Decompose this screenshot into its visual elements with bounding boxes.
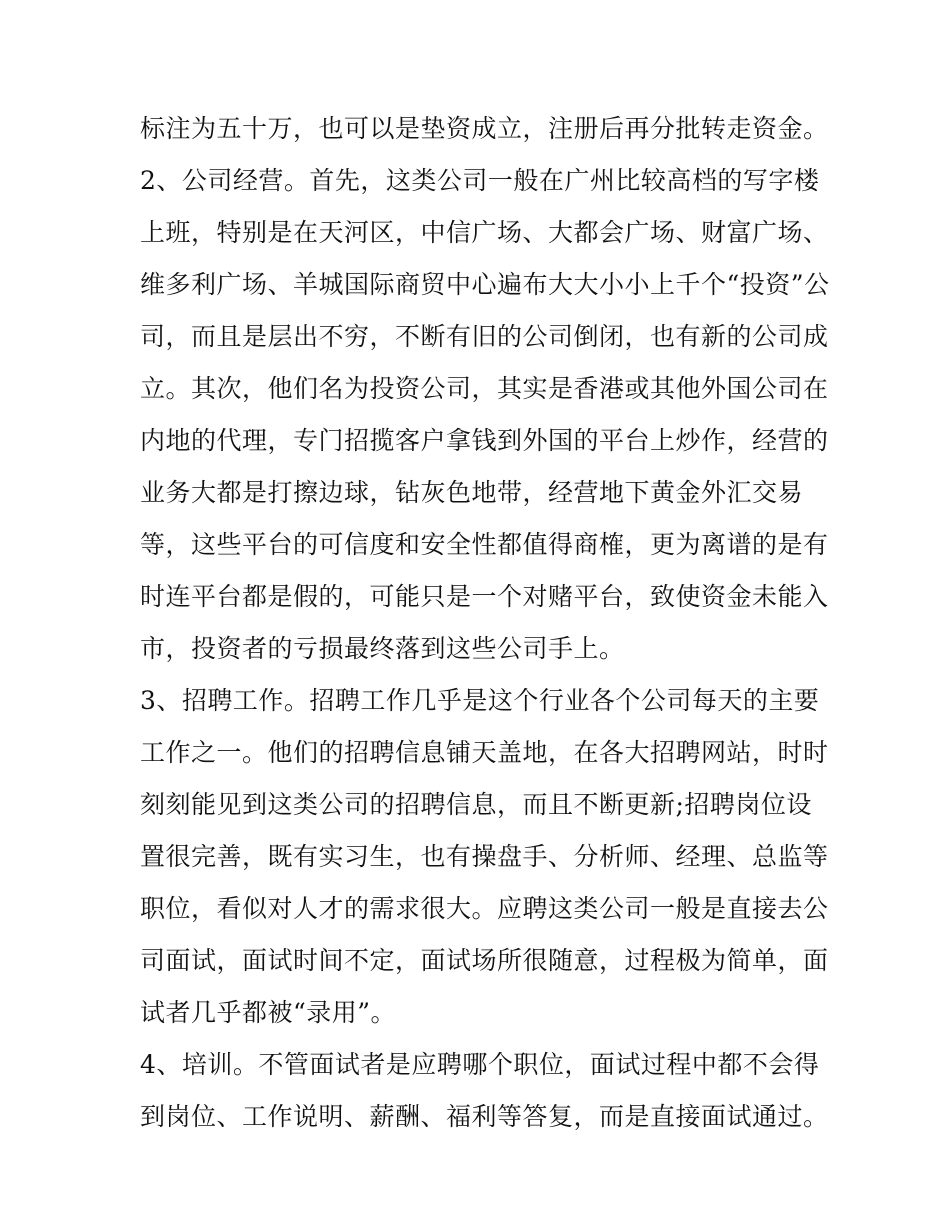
text-line: 上班，特别是在天河区，中信广场、大都会广场、财富广场、 bbox=[140, 218, 829, 247]
text-line: 司，而且是层出不穷，不断有旧的公司倒闭，也有新的公司成 bbox=[140, 322, 829, 351]
text-line: 试者几乎都被“录用”。 bbox=[140, 998, 397, 1027]
text-line: 等，这些平台的可信度和安全性都值得商榷，更为离谱的是有 bbox=[140, 530, 829, 559]
text-line: 3、招聘工作。招聘工作几乎是这个行业各个公司每天的主要 bbox=[140, 686, 820, 715]
text-line: 立。其次，他们名为投资公司，其实是香港或其他外国公司在 bbox=[140, 374, 829, 403]
text-line: 4、培训。不管面试者是应聘哪个职位，面试过程中都不会得 bbox=[140, 1050, 820, 1079]
text-line: 司面试，面试时间不定，面试场所很随意，过程极为简单，面 bbox=[140, 946, 829, 975]
text-line: 刻刻能见到这类公司的招聘信息，而且不断更新;招聘岗位设 bbox=[140, 790, 812, 819]
text-line: 职位，看似对人才的需求很大。应聘这类公司一般是直接去公 bbox=[140, 894, 829, 923]
text-line: 时连平台都是假的，可能只是一个对赌平台，致使资金未能入 bbox=[140, 582, 829, 611]
text-line: 标注为五十万，也可以是垫资成立，注册后再分批转走资金。 bbox=[140, 114, 829, 143]
text-line: 市，投资者的亏损最终落到这些公司手上。 bbox=[140, 634, 625, 663]
text-line: 内地的代理，专门招揽客户拿钱到外国的平台上炒作，经营的 bbox=[140, 426, 829, 455]
text-line: 维多利广场、羊城国际商贸中心遍布大大小小上千个“投资”公 bbox=[140, 270, 830, 299]
text-line: 2、公司经营。首先，这类公司一般在广州比较高档的写字楼 bbox=[140, 166, 820, 195]
text-line: 置很完善，既有实习生，也有操盘手、分析师、经理、总监等 bbox=[140, 842, 829, 871]
text-line: 工作之一。他们的招聘信息铺天盖地，在各大招聘网站，时时 bbox=[140, 738, 829, 767]
text-line: 到岗位、工作说明、薪酬、福利等答复，而是直接面试通过。 bbox=[140, 1102, 829, 1131]
document-body bbox=[140, 103, 830, 1143]
text-line: 业务大都是打擦边球，钻灰色地带，经营地下黄金外汇交易 bbox=[140, 478, 804, 507]
